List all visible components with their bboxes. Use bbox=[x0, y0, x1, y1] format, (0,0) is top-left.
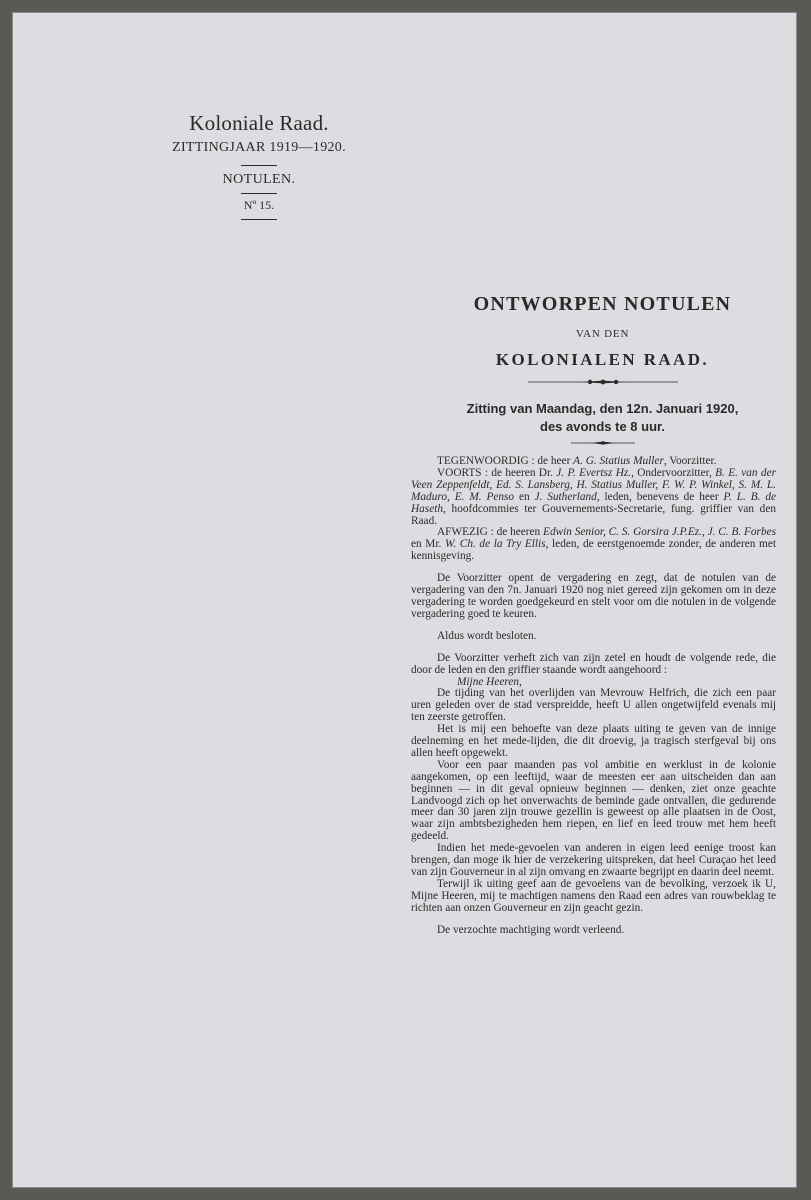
minutes-body bbox=[411, 456, 776, 937]
header-rule bbox=[241, 193, 277, 194]
session-time: des avonds te 8 uur. bbox=[540, 419, 665, 434]
small-ornament-icon bbox=[571, 440, 635, 446]
speech-salutation: Mijne Heeren, bbox=[457, 675, 522, 688]
attendance-absent: AFWEZIG : de heeren Edwin Senior, C. S. Gorsira J.P.Ez., J. C. B. Forbes en Mr. W. Ch. de la Try Ellis, leden, de eerstgenoemde zonder, de anderen met kennisgeving. bbox=[411, 526, 777, 563]
van-den-label: VAN DEN bbox=[575, 328, 630, 340]
speech-paragraph: Terwijl ik uiting geef aan de gevoelens van de bevolking, verzoek ik U, Mijne Heeren, mij te machtigen namens den Raad een adres van rouwbeklag te richten aan onzen Gouverneur en zijn geacht gezin. bbox=[411, 877, 776, 914]
decision-paragraph: Aldus wordt besloten. bbox=[437, 629, 537, 642]
section-label: NOTULEN. bbox=[222, 172, 296, 187]
speech-paragraph: Indien het mede-gevoelen van anderen in eigen leed eenige troost kan brengen, dan moge ik hier de verzekering uitspreken, dat heel Curaçao het leed van zijn Gouverneur in al zijn omvang en zwaarte begrijpt en daarin deel neemt. bbox=[411, 842, 776, 878]
session-heading bbox=[429, 400, 776, 436]
speech-intro: De Voorzitter verheft zich van zijn zetel en houdt de volgende rede, die door de leden en den griffier staande wordt aangehoord : bbox=[411, 651, 776, 676]
main-column bbox=[411, 293, 776, 937]
header-rule bbox=[241, 165, 277, 166]
opening-paragraph: De Voorzitter opent de vergadering en zegt, dat de notulen van de vergadering van den 7n. Januari 1920 nog niet gereed zijn gekomen om in deze vergadering te worden goedgekeurd en stelt voor om die notulen in de volgende vergadering goed te keuren. bbox=[411, 572, 776, 620]
document-page bbox=[12, 12, 797, 1188]
title-block bbox=[429, 293, 776, 446]
session-year: ZITTINGJAAR 1919—1920. bbox=[172, 140, 346, 155]
closing-paragraph: De verzochte machtiging wordt verleend. bbox=[437, 923, 625, 936]
header-rule bbox=[241, 219, 277, 220]
speech-paragraph: De tijding van het overlijden van Mevrouw Helfrich, die zich een paar uren geleden over de stad verspreidde, heeft U allen ongetwijfeld evenals mij ten zeerste getroffen. bbox=[411, 687, 776, 724]
council-header bbox=[129, 111, 389, 220]
document-subtitle: KOLONIALEN RAAD. bbox=[495, 350, 710, 369]
document-number: Nº 15. bbox=[243, 198, 275, 212]
speech-paragraph: Het is mij een behoefte van deze plaats uiting te geven van de innige deelneming en het mede-lijden, die dit droevig, ja tragisch sterfgeval bij ons allen heeft opgewekt. bbox=[411, 723, 776, 759]
ornament-rule-icon bbox=[528, 378, 678, 386]
attendance-present: TEGENWOORDIG : de heer A. G. Statius Muller, Voorzitter. bbox=[437, 455, 717, 467]
document-title: ONTWORPEN NOTULEN bbox=[473, 293, 732, 315]
council-title: Koloniale Raad. bbox=[189, 111, 329, 135]
attendance-also: VOORTS : de heeren Dr. J. P. Evertsz Hz., Ondervoorzitter, B. E. van der Veen Zeppenfeldt, Ed. S. Lansberg, H. Statius Muller, F. W. P. Winkel, S. M. L. Maduro, E. M. Penso en J. Sutherland, leden, benevens de heer P. L. B. de Haseth, hoofdcommies ter Gouvernements-Secretarie, fung. griffier van den Raad. bbox=[411, 466, 776, 527]
speech-paragraph: Voor een paar maanden pas vol ambitie en werklust in de kolonie aangekomen, op een leeftijd, waar de meesten eer aan uitscheiden dan aan beginnen — in dit geval opnieuw beginnen — denken, ziet onze geachte Landvoogd zich op het onverwachts de beminde gade ontvallen, die gedurende meer dan 30 jaren zijn trouwe gezellin is geweest op alle plaatsen in de Oost, waar zijn ambtsbezigheden hem riepen, en lief en leed trouw met hem heeft gedeeld. bbox=[411, 758, 776, 843]
session-date: Zitting van Maandag, den 12n. Januari 1920, bbox=[466, 401, 739, 416]
